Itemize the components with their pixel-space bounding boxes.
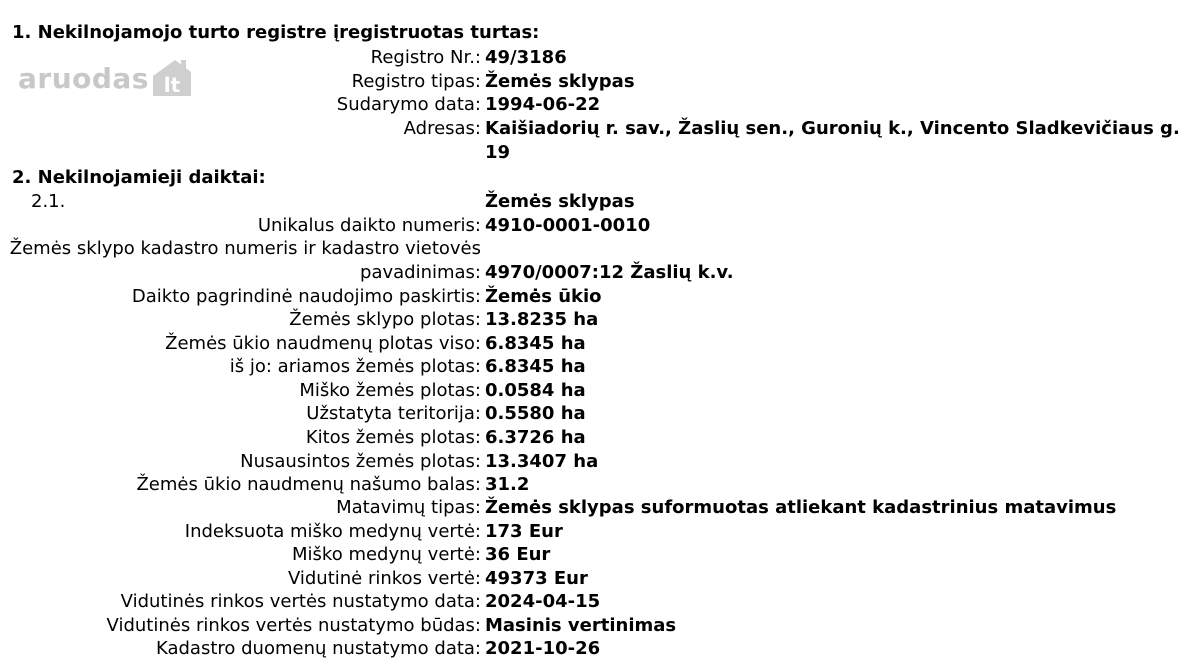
field-row bbox=[0, 543, 1200, 567]
field-label: Daikto pagrindinė naudojimo paskirtis: bbox=[131, 286, 481, 307]
field-value: 6.8345 ha bbox=[485, 333, 586, 354]
field-row bbox=[0, 496, 1200, 520]
item-title: Žemės sklypas bbox=[485, 191, 635, 212]
watermark-suffix-text: lt bbox=[163, 73, 181, 97]
field-value: Žemės ūkio bbox=[485, 286, 602, 307]
field-value: Masinis vertinimas bbox=[485, 615, 677, 636]
field-row bbox=[0, 46, 1200, 70]
field-value: 13.8235 ha bbox=[485, 309, 599, 330]
field-value: 173 Eur bbox=[485, 521, 563, 542]
field-value: 6.3726 ha bbox=[485, 427, 586, 448]
address-value-continuation: 19 bbox=[485, 142, 511, 163]
field-row bbox=[0, 426, 1200, 450]
field-value: 31.2 bbox=[485, 474, 530, 495]
field-label: Užstatyta teritorija: bbox=[306, 403, 481, 424]
field-value: Žemės sklypas suformuotas atliekant kadastrinius matavimus bbox=[485, 497, 1117, 518]
field-row bbox=[0, 614, 1200, 638]
field-label: Vidutinės rinkos vertės nustatymo būdas: bbox=[106, 615, 481, 636]
field-row bbox=[0, 590, 1200, 614]
field-row bbox=[0, 117, 1200, 141]
field-value: Žemės sklypas bbox=[485, 71, 635, 92]
section-1-heading: 1. Nekilnojamojo turto registre įregistruotas turtas: bbox=[12, 22, 540, 43]
field-label: pavadinimas: bbox=[360, 262, 481, 283]
field-row bbox=[0, 473, 1200, 497]
field-label: Sudarymo data: bbox=[336, 94, 481, 115]
field-value: 2021-10-26 bbox=[485, 638, 601, 659]
field-label: iš jo: ariamos žemės plotas: bbox=[229, 356, 481, 377]
field-value: 1994-06-22 bbox=[485, 94, 601, 115]
field-row bbox=[0, 261, 1200, 285]
item-header-row bbox=[0, 190, 1200, 214]
field-value: 36 Eur bbox=[485, 544, 551, 565]
field-row-continuation bbox=[0, 141, 1200, 165]
field-value: 0.0584 ha bbox=[485, 380, 586, 401]
field-row bbox=[0, 332, 1200, 356]
field-label: Kitos žemės plotas: bbox=[305, 427, 481, 448]
field-row bbox=[0, 379, 1200, 403]
field-value: 13.3407 ha bbox=[485, 451, 599, 472]
field-row bbox=[0, 450, 1200, 474]
field-label: Miško žemės plotas: bbox=[299, 380, 481, 401]
field-label: Žemės ūkio naudmenų našumo balas: bbox=[136, 474, 481, 495]
field-label: Indeksuota miško medynų vertė: bbox=[184, 521, 481, 542]
field-label: Nusausintos žemės plotas: bbox=[240, 451, 481, 472]
field-label: Žemės ūkio naudmenų plotas viso: bbox=[165, 333, 481, 354]
field-row bbox=[0, 214, 1200, 238]
field-value: 49373 Eur bbox=[485, 568, 588, 589]
field-row bbox=[0, 70, 1200, 94]
section-2-heading: 2. Nekilnojamieji daiktai: bbox=[12, 167, 266, 188]
field-row bbox=[0, 93, 1200, 117]
field-value: 6.8345 ha bbox=[485, 356, 586, 377]
field-label: Vidutinė rinkos vertė: bbox=[287, 568, 481, 589]
field-value: 4970/0007:12 Žaslių k.v. bbox=[485, 262, 734, 283]
field-label: Unikalus daikto numeris: bbox=[257, 215, 481, 236]
field-label: Miško medynų vertė: bbox=[292, 544, 481, 565]
field-label: Žemės sklypo plotas: bbox=[289, 309, 481, 330]
field-label: Vidutinės rinkos vertės nustatymo data: bbox=[120, 591, 481, 612]
field-label: Registro tipas: bbox=[351, 71, 481, 92]
field-row bbox=[0, 308, 1200, 332]
field-label: Kadastro duomenų nustatymo data: bbox=[155, 638, 481, 659]
item-number: 2.1. bbox=[31, 191, 66, 212]
field-row bbox=[0, 402, 1200, 426]
field-row bbox=[0, 520, 1200, 544]
field-value: 2024-04-15 bbox=[485, 591, 601, 612]
field-value: 0.5580 ha bbox=[485, 403, 586, 424]
field-label: Adresas: bbox=[403, 118, 481, 139]
field-row bbox=[0, 637, 1200, 661]
field-row bbox=[0, 285, 1200, 309]
field-value: 4910-0001-0010 bbox=[485, 215, 651, 236]
address-value: Kaišiadorių r. sav., Žaslių sen., Guronių k., Vincento Sladkevičiaus g. bbox=[485, 118, 1180, 139]
field-row-label-continuation bbox=[0, 237, 1200, 261]
field-label: Registro Nr.: bbox=[370, 47, 481, 68]
field-value: 49/3186 bbox=[485, 47, 567, 68]
field-row bbox=[0, 355, 1200, 379]
field-label-line1: Žemės sklypo kadastro numeris ir kadastro vietovės bbox=[9, 238, 481, 259]
field-row bbox=[0, 567, 1200, 591]
watermark-brand-text: aruodas bbox=[18, 61, 149, 95]
field-label: Matavimų tipas: bbox=[336, 497, 481, 518]
